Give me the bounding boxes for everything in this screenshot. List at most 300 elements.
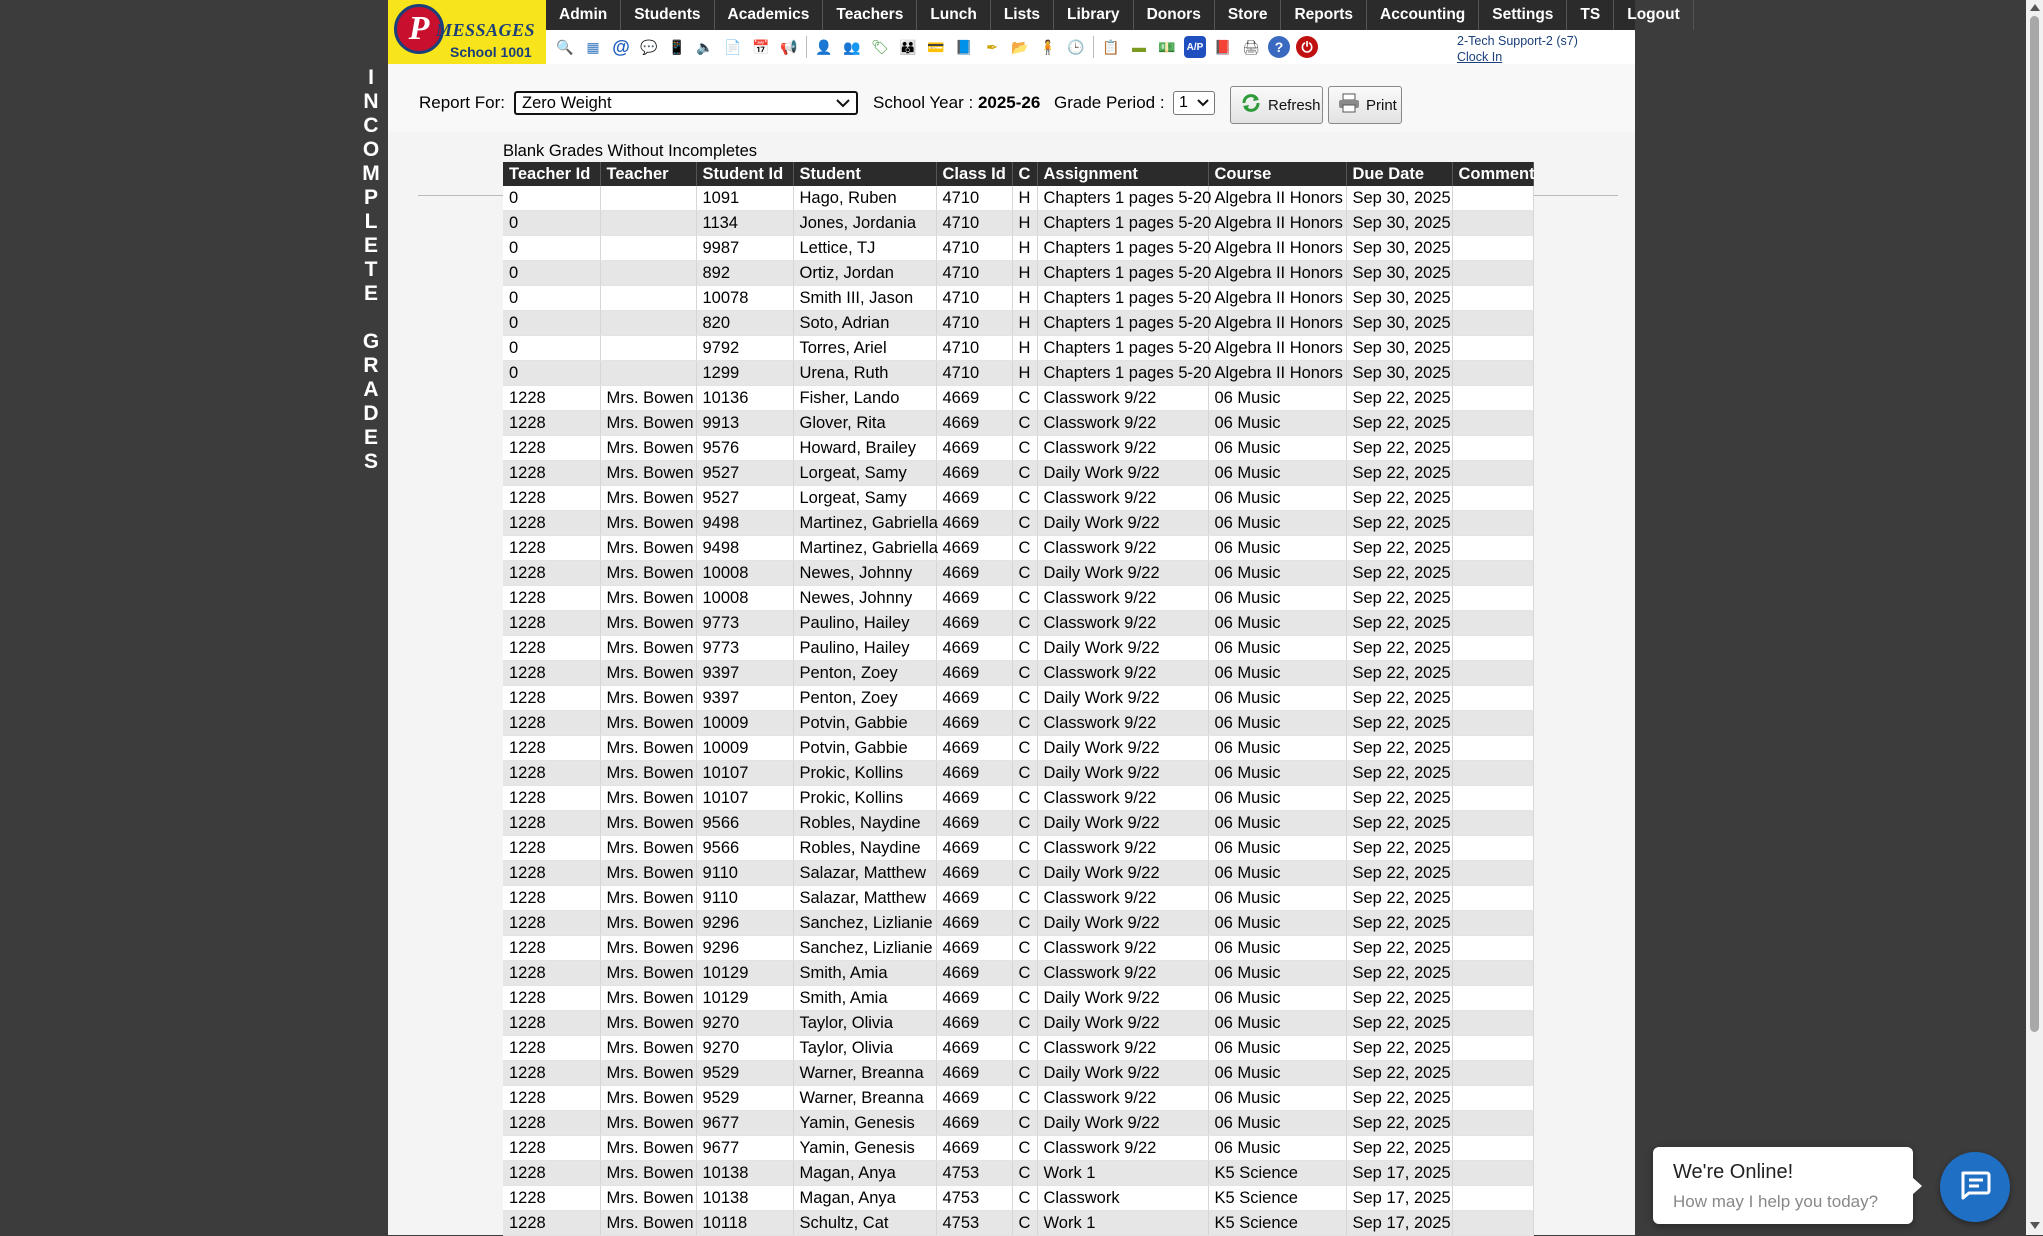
- refresh-icon: [1240, 93, 1262, 117]
- user-group-icon[interactable]: 👥: [843, 38, 861, 55]
- table-cell-assignment: Daily Work 9/22: [1037, 761, 1208, 786]
- table-cell-c: C: [1012, 536, 1037, 561]
- table-cell-student: Magan, Anya: [793, 1186, 936, 1211]
- chat-icon[interactable]: 💬: [640, 38, 658, 55]
- printer-icon[interactable]: 🖨: [1242, 38, 1260, 55]
- table-row: [503, 611, 1533, 636]
- table-cell-student: Newes, Johnny: [793, 561, 936, 586]
- table-cell-due-date: Sep 22, 2025: [1346, 561, 1452, 586]
- user-icon[interactable]: 👤: [815, 38, 833, 55]
- table-row: [503, 211, 1533, 236]
- scroll-down-arrow-icon[interactable]: [2030, 1222, 2040, 1229]
- side-title-letter: P: [363, 186, 378, 209]
- table-cell-class-id: 4669: [936, 436, 1012, 461]
- calendar-icon[interactable]: 📅: [752, 38, 770, 55]
- table-cell-teacher: [600, 186, 696, 211]
- table-cell-teacher-id: 1228: [503, 961, 600, 986]
- table-cell-assignment: Daily Work 9/22: [1037, 911, 1208, 936]
- table-cell-student-id: 9270: [696, 1036, 793, 1061]
- table-cell-assignment: Classwork 9/22: [1037, 486, 1208, 511]
- table-cell-teacher-id: 0: [503, 311, 600, 336]
- table-cell-teacher-id: 1228: [503, 836, 600, 861]
- table-cell-student: Schultz, Cat: [793, 1211, 936, 1236]
- table-cell-course: 06 Music: [1208, 611, 1346, 636]
- table-cell-class-id: 4710: [936, 211, 1012, 236]
- table-row: [503, 361, 1533, 386]
- table-cell-teacher: Mrs. Bowen: [600, 536, 696, 561]
- table-cell-student-id: 10107: [696, 761, 793, 786]
- table-row: [503, 686, 1533, 711]
- table-cell-assignment: Chapters 1 pages 5-20: [1037, 186, 1208, 211]
- table-cell-teacher-id: 0: [503, 211, 600, 236]
- table-cell-student-id: 9527: [696, 486, 793, 511]
- table-cell-c: C: [1012, 786, 1037, 811]
- grade-period-select[interactable]: [1173, 91, 1215, 115]
- table-cell-course: 06 Music: [1208, 1036, 1346, 1061]
- table-row: [503, 1111, 1533, 1136]
- chat-subtitle: How may I help you today?: [1673, 1192, 1879, 1211]
- table-row: [503, 861, 1533, 886]
- table-cell-due-date: Sep 30, 2025: [1346, 236, 1452, 261]
- school-year-label: [873, 93, 1040, 113]
- table-cell-c: C: [1012, 511, 1037, 536]
- table-cell-student-id: 9498: [696, 536, 793, 561]
- header: [388, 0, 1680, 64]
- table-row: [503, 661, 1533, 686]
- table-cell-due-date: Sep 22, 2025: [1346, 836, 1452, 861]
- table-cell-course: K5 Science: [1208, 1186, 1346, 1211]
- table-cell-course: 06 Music: [1208, 1111, 1346, 1136]
- table-cell-teacher: Mrs. Bowen: [600, 1211, 696, 1236]
- table-cell-assignment: Daily Work 9/22: [1037, 811, 1208, 836]
- table-row: [503, 711, 1533, 736]
- table-cell-class-id: 4710: [936, 186, 1012, 211]
- table-cell-student-id: 9397: [696, 661, 793, 686]
- table-cell-due-date: Sep 22, 2025: [1346, 586, 1452, 611]
- table-row: [503, 636, 1533, 661]
- grade-period-value: 1: [1179, 94, 1188, 111]
- table-cell-assignment: Classwork 9/22: [1037, 1036, 1208, 1061]
- table-cell-student-id: 10138: [696, 1186, 793, 1211]
- table-cell-course: 06 Music: [1208, 661, 1346, 686]
- table-cell-student: Yamin, Genesis: [793, 1111, 936, 1136]
- icon-toolbar: [546, 30, 1635, 65]
- table-cell-due-date: Sep 22, 2025: [1346, 886, 1452, 911]
- table-row: [503, 336, 1533, 361]
- table-cell-student: Paulino, Hailey: [793, 636, 936, 661]
- table-cell-student-id: 9566: [696, 811, 793, 836]
- table-cell-assignment: Classwork 9/22: [1037, 661, 1208, 686]
- table-cell-due-date: Sep 30, 2025: [1346, 286, 1452, 311]
- side-title-letter: M: [362, 162, 380, 185]
- table-cell-teacher: [600, 286, 696, 311]
- chat-popup[interactable]: [1653, 1147, 1913, 1224]
- table-row: [503, 1011, 1533, 1036]
- table-cell-course: 06 Music: [1208, 386, 1346, 411]
- table-cell-c: C: [1012, 661, 1037, 686]
- column-header-c[interactable]: C: [1012, 162, 1037, 186]
- table-cell-course: 06 Music: [1208, 936, 1346, 961]
- table-cell-c: C: [1012, 611, 1037, 636]
- table-cell-course: Algebra II Honors: [1208, 311, 1346, 336]
- table-cell-comment: [1452, 936, 1533, 961]
- ap-icon[interactable]: A/P: [1184, 36, 1206, 58]
- table-cell-due-date: Sep 22, 2025: [1346, 961, 1452, 986]
- table-cell-student: Sanchez, Lizlianie: [793, 936, 936, 961]
- table-cell-teacher-id: 1228: [503, 811, 600, 836]
- table-cell-comment: [1452, 461, 1533, 486]
- table-cell-teacher: [600, 336, 696, 361]
- side-title-letter: G: [362, 330, 380, 353]
- table-cell-due-date: Sep 22, 2025: [1346, 611, 1452, 636]
- table-cell-comment: [1452, 486, 1533, 511]
- table-cell-due-date: Sep 17, 2025: [1346, 1211, 1452, 1236]
- table-cell-c: H: [1012, 361, 1037, 386]
- table-cell-class-id: 4669: [936, 686, 1012, 711]
- chevron-down-icon: [836, 94, 850, 113]
- grade-period-label: Grade Period :: [1054, 93, 1165, 112]
- table-cell-teacher-id: 1228: [503, 1161, 600, 1186]
- table-cell-student-id: 10107: [696, 786, 793, 811]
- book-icon[interactable]: 📘: [955, 38, 973, 55]
- table-cell-class-id: 4753: [936, 1186, 1012, 1211]
- table-cell-assignment: Daily Work 9/22: [1037, 1061, 1208, 1086]
- table-cell-teacher: [600, 311, 696, 336]
- table-cell-student-id: 1134: [696, 211, 793, 236]
- table-cell-teacher-id: 1228: [503, 1136, 600, 1161]
- top-nav: [546, 0, 1680, 30]
- table-cell-c: C: [1012, 686, 1037, 711]
- table-cell-class-id: 4669: [936, 511, 1012, 536]
- table-cell-teacher: Mrs. Bowen: [600, 1061, 696, 1086]
- table-cell-course: 06 Music: [1208, 1136, 1346, 1161]
- table-header-row: [503, 162, 1533, 186]
- column-header-class-id[interactable]: Class Id: [936, 162, 1012, 186]
- table-cell-comment: [1452, 336, 1533, 361]
- table-cell-teacher-id: 1228: [503, 911, 600, 936]
- nav-item-logout[interactable]: Logout: [1614, 0, 1694, 30]
- table-row: [503, 936, 1533, 961]
- table-cell-c: C: [1012, 1086, 1037, 1111]
- nav-item-lunch[interactable]: Lunch: [917, 0, 991, 30]
- table-cell-course: 06 Music: [1208, 411, 1346, 436]
- column-header-student[interactable]: Student: [793, 162, 936, 186]
- table-cell-assignment: Classwork 9/22: [1037, 886, 1208, 911]
- user-info: [1457, 33, 1578, 65]
- nav-item-reports[interactable]: Reports: [1281, 0, 1367, 30]
- table-cell-comment: [1452, 786, 1533, 811]
- table-cell-assignment: Classwork 9/22: [1037, 411, 1208, 436]
- pen-icon[interactable]: ✒: [986, 38, 998, 55]
- table-cell-assignment: Daily Work 9/22: [1037, 861, 1208, 886]
- table-cell-teacher: Mrs. Bowen: [600, 886, 696, 911]
- table-cell-due-date: Sep 22, 2025: [1346, 511, 1452, 536]
- table-cell-student-id: 10009: [696, 736, 793, 761]
- table-cell-course: Algebra II Honors: [1208, 186, 1346, 211]
- table-cell-c: C: [1012, 1211, 1037, 1236]
- nav-item-settings[interactable]: Settings: [1479, 0, 1567, 30]
- table-cell-student: Torres, Ariel: [793, 336, 936, 361]
- report-for-select[interactable]: [514, 91, 858, 115]
- table-cell-teacher: [600, 236, 696, 261]
- column-header-assignment[interactable]: Assignment: [1037, 162, 1208, 186]
- table-cell-student: Soto, Adrian: [793, 311, 936, 336]
- table-cell-class-id: 4669: [936, 536, 1012, 561]
- table-row: [503, 1186, 1533, 1211]
- table-cell-c: C: [1012, 1111, 1037, 1136]
- column-header-teacher[interactable]: Teacher: [600, 162, 696, 186]
- table-cell-comment: [1452, 361, 1533, 386]
- people-icon[interactable]: 👪: [899, 38, 917, 55]
- table-row: [503, 511, 1533, 536]
- table-cell-comment: [1452, 736, 1533, 761]
- chat-launcher-button[interactable]: [1940, 1152, 2010, 1222]
- table-row: [503, 1161, 1533, 1186]
- table-cell-teacher-id: 1228: [503, 986, 600, 1011]
- logo[interactable]: [388, 0, 546, 64]
- table-cell-teacher-id: 1228: [503, 1036, 600, 1061]
- scroll-up-arrow-icon[interactable]: [2030, 4, 2040, 11]
- email-icon[interactable]: @: [612, 36, 630, 57]
- table-cell-class-id: 4669: [936, 836, 1012, 861]
- table-cell-comment: [1452, 811, 1533, 836]
- toolbar-separator: [1093, 36, 1094, 58]
- table-cell-teacher: Mrs. Bowen: [600, 411, 696, 436]
- table-cell-student-id: 10138: [696, 1161, 793, 1186]
- table-row: [503, 411, 1533, 436]
- table-cell-course: 06 Music: [1208, 536, 1346, 561]
- table-row: [503, 836, 1533, 861]
- column-header-comment[interactable]: Comment: [1452, 162, 1533, 186]
- chat-title: We're Online!: [1673, 1161, 1794, 1183]
- table-cell-teacher-id: 1228: [503, 1111, 600, 1136]
- nav-item-lists[interactable]: Lists: [991, 0, 1054, 30]
- table-cell-class-id: 4669: [936, 786, 1012, 811]
- nav-item-donors[interactable]: Donors: [1134, 0, 1215, 30]
- table-cell-assignment: Classwork 9/22: [1037, 436, 1208, 461]
- table-cell-teacher: Mrs. Bowen: [600, 786, 696, 811]
- table-cell-student-id: 892: [696, 261, 793, 286]
- table-cell-student-id: 9110: [696, 886, 793, 911]
- card-icon[interactable]: 💳: [927, 38, 945, 55]
- document-icon[interactable]: 📄: [724, 38, 742, 55]
- table-cell-student: Salazar, Matthew: [793, 886, 936, 911]
- table-cell-c: C: [1012, 961, 1037, 986]
- table-cell-course: 06 Music: [1208, 986, 1346, 1011]
- nav-item-accounting[interactable]: Accounting: [1367, 0, 1479, 30]
- table-cell-comment: [1452, 311, 1533, 336]
- side-title-letter: O: [362, 138, 380, 161]
- table-cell-assignment: Daily Work 9/22: [1037, 986, 1208, 1011]
- table-cell-c: C: [1012, 986, 1037, 1011]
- print-button[interactable]: [1328, 86, 1402, 124]
- column-header-teacher-id[interactable]: Teacher Id: [503, 162, 600, 186]
- table-cell-class-id: 4669: [936, 961, 1012, 986]
- table-cell-comment: [1452, 511, 1533, 536]
- table-cell-c: C: [1012, 1061, 1037, 1086]
- table-row: [503, 886, 1533, 911]
- table-cell-student: Taylor, Olivia: [793, 1011, 936, 1036]
- table-cell-comment: [1452, 261, 1533, 286]
- table-cell-assignment: Daily Work 9/22: [1037, 461, 1208, 486]
- table-cell-student: Lettice, TJ: [793, 236, 936, 261]
- table-cell-course: 06 Music: [1208, 861, 1346, 886]
- table-cell-due-date: Sep 22, 2025: [1346, 986, 1452, 1011]
- table-cell-class-id: 4669: [936, 1086, 1012, 1111]
- scroll-thumb[interactable]: [2030, 16, 2039, 1032]
- speaker-icon[interactable]: 🔈: [696, 38, 714, 55]
- table-cell-student-id: 10136: [696, 386, 793, 411]
- table-cell-teacher: Mrs. Bowen: [600, 661, 696, 686]
- nav-item-store[interactable]: Store: [1215, 0, 1282, 30]
- table-cell-teacher-id: 1228: [503, 711, 600, 736]
- table-cell-assignment: Classwork 9/22: [1037, 786, 1208, 811]
- logo-text: MESSAGES: [436, 20, 536, 40]
- column-header-due-date[interactable]: Due Date: [1346, 162, 1452, 186]
- table-cell-due-date: Sep 22, 2025: [1346, 761, 1452, 786]
- table-cell-due-date: Sep 22, 2025: [1346, 786, 1452, 811]
- megaphone-icon[interactable]: 📢: [780, 38, 798, 55]
- table-cell-student-id: 1299: [696, 361, 793, 386]
- table-cell-comment: [1452, 1036, 1533, 1061]
- table-cell-c: H: [1012, 211, 1037, 236]
- table-cell-teacher: Mrs. Bowen: [600, 961, 696, 986]
- table-cell-student: Ortiz, Jordan: [793, 261, 936, 286]
- clock-in-link[interactable]: Clock In: [1457, 50, 1503, 64]
- table-cell-teacher-id: 1228: [503, 786, 600, 811]
- column-header-student-id[interactable]: Student Id: [696, 162, 793, 186]
- table-cell-student-id: 9527: [696, 461, 793, 486]
- money-icon[interactable]: 💵: [1158, 38, 1176, 55]
- table-row: [503, 461, 1533, 486]
- incomplete-grades-table: [503, 162, 1534, 1236]
- table-cell-course: 06 Music: [1208, 786, 1346, 811]
- table-cell-assignment: Daily Work 9/22: [1037, 1011, 1208, 1036]
- table-cell-teacher: Mrs. Bowen: [600, 1036, 696, 1061]
- table-cell-c: H: [1012, 286, 1037, 311]
- table-cell-class-id: 4669: [936, 1111, 1012, 1136]
- table-cell-c: C: [1012, 1136, 1037, 1161]
- table-cell-comment: [1452, 661, 1533, 686]
- table-cell-due-date: Sep 22, 2025: [1346, 436, 1452, 461]
- table-cell-due-date: Sep 22, 2025: [1346, 636, 1452, 661]
- table-cell-assignment: Chapters 1 pages 5-20: [1037, 286, 1208, 311]
- table-cell-teacher: Mrs. Bowen: [600, 461, 696, 486]
- table-cell-assignment: Daily Work 9/22: [1037, 636, 1208, 661]
- table-cell-due-date: Sep 22, 2025: [1346, 661, 1452, 686]
- table-cell-assignment: Chapters 1 pages 5-20: [1037, 236, 1208, 261]
- search-icon[interactable]: 🔍: [556, 38, 574, 55]
- table-cell-course: 06 Music: [1208, 561, 1346, 586]
- table-cell-c: C: [1012, 886, 1037, 911]
- table-cell-comment: [1452, 1186, 1533, 1211]
- clock-icon[interactable]: 🕒: [1067, 38, 1085, 55]
- pdf-icon[interactable]: 📕: [1214, 38, 1232, 55]
- table-cell-due-date: Sep 22, 2025: [1346, 1086, 1452, 1111]
- table-cell-comment: [1452, 586, 1533, 611]
- table-cell-due-date: Sep 22, 2025: [1346, 1011, 1452, 1036]
- table-cell-teacher-id: 1228: [503, 1186, 600, 1211]
- table-cell-teacher: Mrs. Bowen: [600, 611, 696, 636]
- table-cell-student: Sanchez, Lizlianie: [793, 911, 936, 936]
- side-title-letter: A: [363, 378, 379, 401]
- user-name: 2-Tech Support-2 (s7): [1457, 34, 1578, 48]
- table-cell-c: C: [1012, 711, 1037, 736]
- power-icon[interactable]: ⏻: [1296, 36, 1318, 58]
- table-cell-student-id: 9987: [696, 236, 793, 261]
- table-cell-student: Yamin, Genesis: [793, 1136, 936, 1161]
- table-cell-teacher-id: 1228: [503, 511, 600, 536]
- table-cell-teacher: Mrs. Bowen: [600, 761, 696, 786]
- table-cell-course: Algebra II Honors: [1208, 286, 1346, 311]
- table-cell-comment: [1452, 886, 1533, 911]
- chat-bubble-icon: [1959, 1170, 1991, 1205]
- table-cell-student: Howard, Brailey: [793, 436, 936, 461]
- table-cell-assignment: Chapters 1 pages 5-20: [1037, 336, 1208, 361]
- folder-icon[interactable]: 📂: [1011, 38, 1029, 55]
- refresh-button[interactable]: [1230, 86, 1323, 124]
- help-icon[interactable]: ?: [1268, 36, 1290, 58]
- table-cell-student: Penton, Zoey: [793, 661, 936, 686]
- person-icon[interactable]: 🧍: [1039, 38, 1057, 55]
- table-body: [503, 186, 1533, 1236]
- table-cell-assignment: Classwork 9/22: [1037, 536, 1208, 561]
- table-cell-student-id: 9792: [696, 336, 793, 361]
- nav-item-ts[interactable]: TS: [1567, 0, 1614, 30]
- page-scrollbar[interactable]: [2026, 0, 2043, 1235]
- table-cell-student-id: 10008: [696, 586, 793, 611]
- nav-item-students[interactable]: Students: [621, 0, 714, 30]
- report-for-value: Zero Weight: [522, 93, 612, 112]
- table-cell-c: H: [1012, 261, 1037, 286]
- logo-school: School 1001: [450, 44, 532, 60]
- table-cell-teacher-id: 1228: [503, 1086, 600, 1111]
- table-cell-teacher-id: 0: [503, 361, 600, 386]
- column-header-course[interactable]: Course: [1208, 162, 1346, 186]
- table-cell-c: H: [1012, 236, 1037, 261]
- table-cell-comment: [1452, 861, 1533, 886]
- table-cell-comment: [1452, 1061, 1533, 1086]
- table-cell-teacher: Mrs. Bowen: [600, 1011, 696, 1036]
- table-cell-class-id: 4710: [936, 286, 1012, 311]
- grid-icon[interactable]: ▦: [586, 38, 600, 55]
- nav-item-library[interactable]: Library: [1054, 0, 1134, 30]
- table-cell-due-date: Sep 30, 2025: [1346, 311, 1452, 336]
- table-cell-student-id: 9498: [696, 511, 793, 536]
- table-cell-course: Algebra II Honors: [1208, 361, 1346, 386]
- nav-item-academics[interactable]: Academics: [715, 0, 824, 30]
- table-cell-teacher: Mrs. Bowen: [600, 386, 696, 411]
- phone-icon[interactable]: 📱: [668, 38, 686, 55]
- table-cell-teacher-id: 0: [503, 186, 600, 211]
- barcode-icon[interactable]: ▬: [1132, 39, 1146, 55]
- nav-item-teachers[interactable]: Teachers: [823, 0, 917, 30]
- table-cell-class-id: 4669: [936, 911, 1012, 936]
- tag-icon[interactable]: 🏷: [871, 38, 889, 55]
- table-cell-due-date: Sep 22, 2025: [1346, 861, 1452, 886]
- table-cell-assignment: Classwork 9/22: [1037, 936, 1208, 961]
- list-icon[interactable]: 📋: [1102, 38, 1120, 55]
- table-cell-student: Jones, Jordania: [793, 211, 936, 236]
- table-cell-class-id: 4669: [936, 636, 1012, 661]
- table-cell-student: Lorgeat, Samy: [793, 486, 936, 511]
- table-cell-teacher-id: 1228: [503, 586, 600, 611]
- table-cell-comment: [1452, 1161, 1533, 1186]
- nav-item-admin[interactable]: Admin: [546, 0, 621, 30]
- table-cell-teacher-id: 0: [503, 286, 600, 311]
- table-row: [503, 386, 1533, 411]
- table-cell-teacher-id: 1228: [503, 936, 600, 961]
